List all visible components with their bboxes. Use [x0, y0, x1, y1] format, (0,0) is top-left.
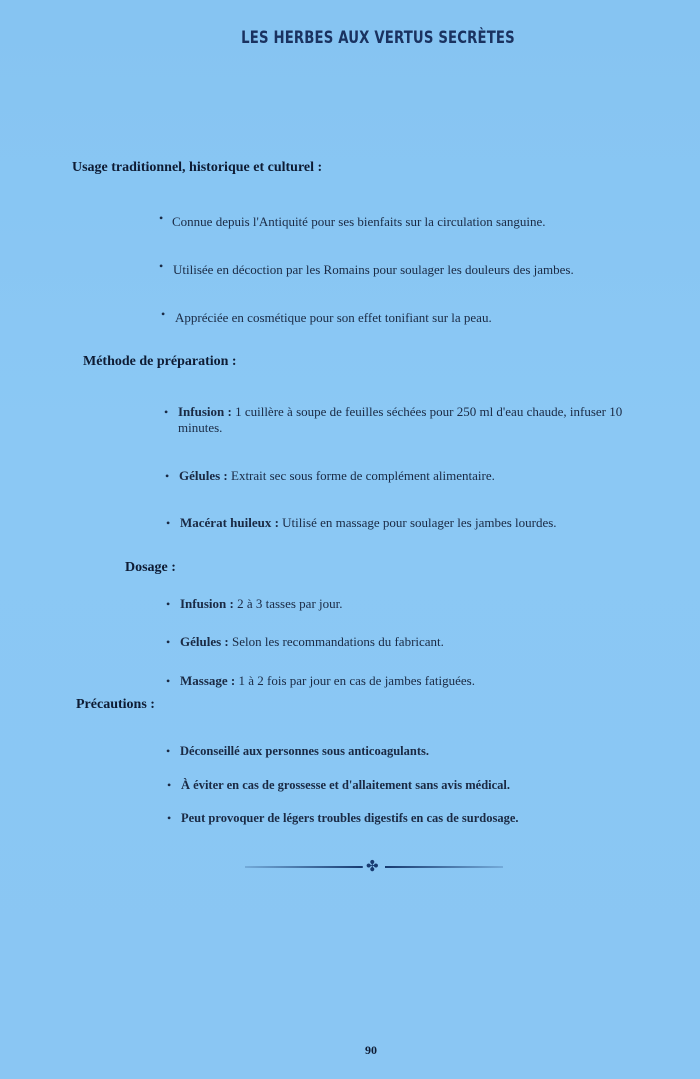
page-number: 90: [365, 1043, 377, 1057]
bullet-icon: •: [167, 778, 172, 792]
bullet-icon: •: [159, 259, 164, 273]
methode-item-lead: Gélules :: [179, 468, 228, 483]
dosage-item-lead: Massage :: [180, 673, 236, 688]
precaution-item-3: Peut provoquer de légers troubles digestifs en cas de surdosage.: [181, 811, 519, 825]
section-title-methode: Méthode de préparation :: [83, 354, 237, 369]
dosage-item-lead: Gélules :: [180, 634, 229, 649]
divider-line-left: [245, 866, 363, 868]
methode-item-lead: Infusion :: [178, 404, 232, 419]
usage-item-2: Utilisée en décoction par les Romains pour soulager les douleurs des jambes.: [173, 262, 574, 277]
methode-item-text: Extrait sec sous forme de complément alimentaire.: [231, 468, 495, 483]
precaution-item-1: Déconseillé aux personnes sous anticoagulants.: [180, 744, 429, 758]
bullet-icon: •: [165, 469, 170, 483]
running-header: LES HERBES AUX VERTUS SECRÈTES: [241, 28, 515, 48]
usage-item-1: Connue depuis l'Antiquité pour ses bienfaits sur la circulation sanguine.: [172, 214, 546, 229]
bullet-icon: •: [166, 674, 171, 688]
dosage-item-text: Selon les recommandations du fabricant.: [232, 634, 444, 649]
bullet-icon: •: [164, 405, 169, 419]
dosage-item-lead: Infusion :: [180, 596, 234, 611]
usage-item-3: Appréciée en cosmétique pour son effet tonifiant sur la peau.: [175, 310, 492, 325]
dosage-item-text: 1 à 2 fois par jour en cas de jambes fatiguées.: [238, 673, 475, 688]
divider-line-right: [385, 866, 503, 868]
methode-item-lead: Macérat huileux :: [180, 515, 279, 530]
bullet-icon: •: [161, 307, 166, 321]
methode-item-infusion: [178, 404, 622, 420]
precaution-item-2: À éviter en cas de grossesse et d'allaitement sans avis médical.: [181, 778, 511, 792]
methode-item-text: 1 cuillère à soupe de feuilles séchées pour 250 ml d'eau chaude, infuser 10: [235, 404, 623, 419]
bullet-icon: •: [166, 744, 171, 758]
bullet-icon: •: [167, 811, 172, 825]
section-title-precautions: Précautions :: [76, 697, 155, 712]
section-title-dosage: Dosage :: [125, 560, 176, 575]
bullet-icon: •: [166, 597, 171, 611]
bullet-icon: •: [159, 211, 164, 225]
bullet-icon: •: [166, 635, 171, 649]
fleuron-icon: ✤: [366, 859, 379, 875]
bullet-icon: •: [166, 516, 171, 530]
dosage-item-massage: [180, 673, 475, 689]
dosage-item-infusion: [180, 596, 343, 612]
methode-item-gelules: [179, 468, 495, 484]
decorative-divider: [245, 860, 503, 874]
dosage-item-gelules: [180, 634, 444, 650]
section-title-usage: Usage traditionnel, historique et culturel :: [72, 160, 323, 175]
dosage-item-text: 2 à 3 tasses par jour.: [237, 596, 343, 611]
methode-item-macerat: [180, 515, 557, 531]
methode-item-continuation: minutes.: [178, 420, 223, 435]
methode-item-text: Utilisé en massage pour soulager les jambes lourdes.: [282, 515, 557, 530]
